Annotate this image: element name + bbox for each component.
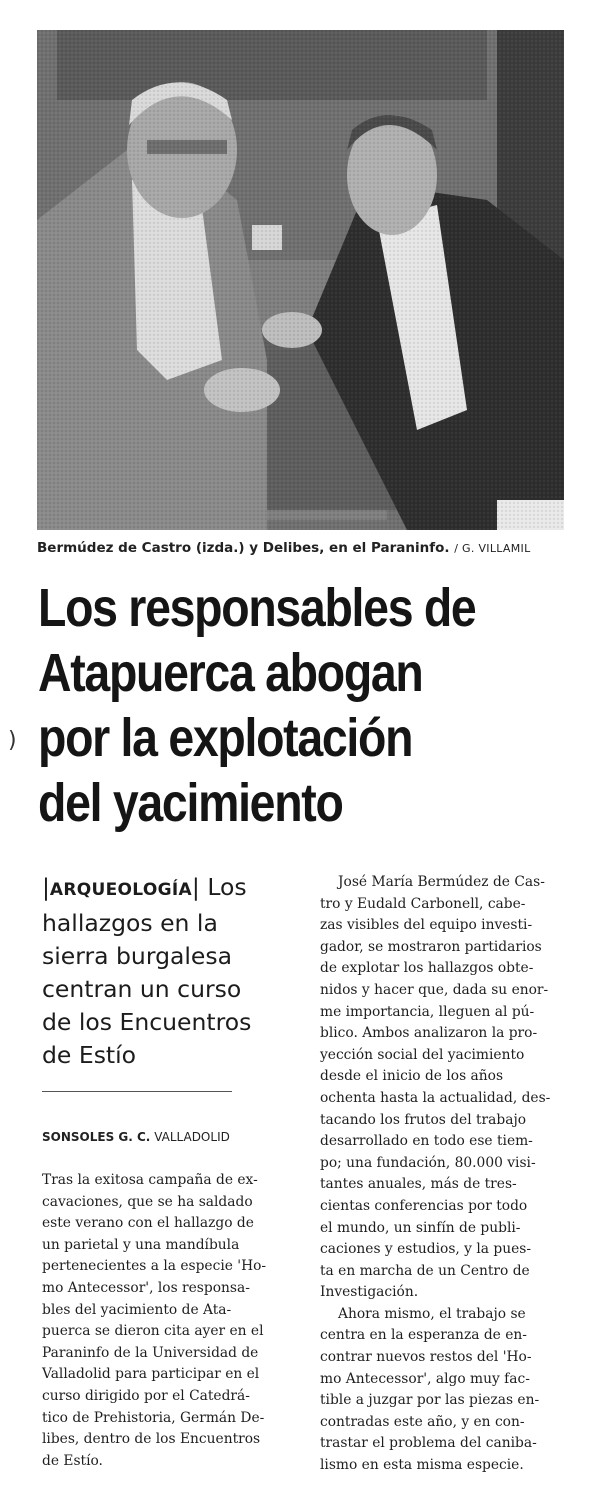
body-line: Valladolid para participar en el <box>42 1366 260 1383</box>
body-line: de Estío. <box>42 1452 103 1469</box>
headline-line: por la explotación <box>38 708 413 768</box>
body-line: este verano con el hallazgo de <box>42 1215 254 1232</box>
body-line: tico de Prehistoria, Germán De- <box>42 1409 265 1426</box>
body-line: Ahora mismo, el trabajo se <box>338 1305 526 1322</box>
body-line: blico. Ambos analizaron la pro- <box>320 1025 538 1042</box>
body-line: cavaciones, que se ha saldado <box>42 1193 253 1210</box>
margin-mark: ) <box>8 728 17 753</box>
body-line: pertenecientes a la especie 'Ho- <box>42 1258 267 1275</box>
byline <box>42 1130 230 1144</box>
body-line: libes, dentro de los Encuentros <box>42 1431 261 1448</box>
body-column-left <box>42 1170 294 1472</box>
body-line: desde el inicio de los años <box>320 1068 504 1085</box>
body-line: contradas este año, y en con- <box>320 1413 525 1430</box>
body-line: ta en marcha de un Centro de <box>320 1262 530 1279</box>
deck <box>42 871 302 1072</box>
body-line: trastar el problema del caniba- <box>320 1435 537 1452</box>
section-label: ARQUEOLOGÍA <box>49 880 192 900</box>
body-column-right <box>320 872 576 1477</box>
headline-line: Los responsables de <box>38 578 476 638</box>
byline-author: SONSOLES G. C. <box>42 1130 151 1144</box>
body-line: nidos y hacer que, dada su enor- <box>320 981 549 998</box>
headline <box>38 576 507 836</box>
deck-line: sierra burgalesa <box>42 942 233 970</box>
photo-caption <box>37 540 577 556</box>
body-line: mo Antecessor', algo muy fac- <box>320 1370 530 1387</box>
body-line: José María Bermúdez de Cas- <box>338 874 545 890</box>
body-line: yección social del yacimiento <box>320 1046 525 1063</box>
body-line: contrar nuevos restos del 'Ho- <box>320 1349 532 1366</box>
section-bar-right: | <box>191 873 200 901</box>
section-bar-left: | <box>42 873 50 901</box>
body-line: bles del yacimiento de Ata- <box>42 1301 232 1318</box>
body-line: tantes anuales, más de tres- <box>320 1176 517 1193</box>
headline-line: Atapuerca abogan <box>38 643 423 703</box>
body-line: lismo en esta misma especie. <box>320 1457 524 1474</box>
body-line: ochenta hasta la actualidad, des- <box>320 1089 551 1106</box>
deck-first-line <box>42 871 302 907</box>
body-line: po; una fundación, 80.000 visi- <box>320 1154 536 1171</box>
body-line: tible a juzgar por las piezas en- <box>320 1392 540 1409</box>
deck-first-word: Los <box>207 873 247 901</box>
body-line: tro y Eudald Carbonell, cabe- <box>320 895 526 912</box>
body-line: de explotar los hallazgos obte- <box>320 960 534 977</box>
body-line: tacando los frutos del trabajo <box>320 1111 527 1128</box>
news-photo <box>37 30 564 530</box>
body-line: zas visibles del equipo investi- <box>320 917 533 934</box>
deck-line: de Estío <box>42 1041 137 1069</box>
body-line: Paraninfo de la Universidad de <box>42 1344 259 1361</box>
body-line: centra en la esperanza de en- <box>320 1327 527 1344</box>
body-line: caciones y estudios, y la pues- <box>320 1241 532 1258</box>
body-line: un parietal y una mandíbula <box>42 1236 240 1253</box>
body-line: mo Antecessor', los responsa- <box>42 1279 250 1296</box>
deck-line: centran un curso <box>42 975 242 1003</box>
body-line: me importancia, lleguen al pú- <box>320 1003 535 1020</box>
deck-line: de los Encuentros <box>42 1008 252 1036</box>
headline-line: del yacimiento <box>38 773 343 833</box>
photo-credit: / G. VILLAMIL <box>454 542 531 555</box>
body-line: puerca se dieron cita ayer en el <box>42 1323 264 1340</box>
body-line: curso dirigido por el Catedrá- <box>42 1387 250 1404</box>
byline-place: VALLADOLID <box>154 1130 230 1144</box>
body-line: Tras la exitosa campaña de ex- <box>42 1172 258 1188</box>
body-line: el mundo, un sinfín de publi- <box>320 1219 521 1236</box>
body-line: gador, se mostraron partidarios <box>320 938 542 955</box>
body-line: desarrollado en todo ese tiem- <box>320 1133 533 1150</box>
body-line: Investigación. <box>320 1284 419 1301</box>
deck-divider <box>42 1091 232 1092</box>
body-line: cientas conferencias por todo <box>320 1197 528 1214</box>
photo-illustration <box>37 30 564 530</box>
caption-text: Bermúdez de Castro (izda.) y Delibes, en el Paraninfo. <box>37 540 450 556</box>
deck-line: hallazgos en la <box>42 909 218 937</box>
